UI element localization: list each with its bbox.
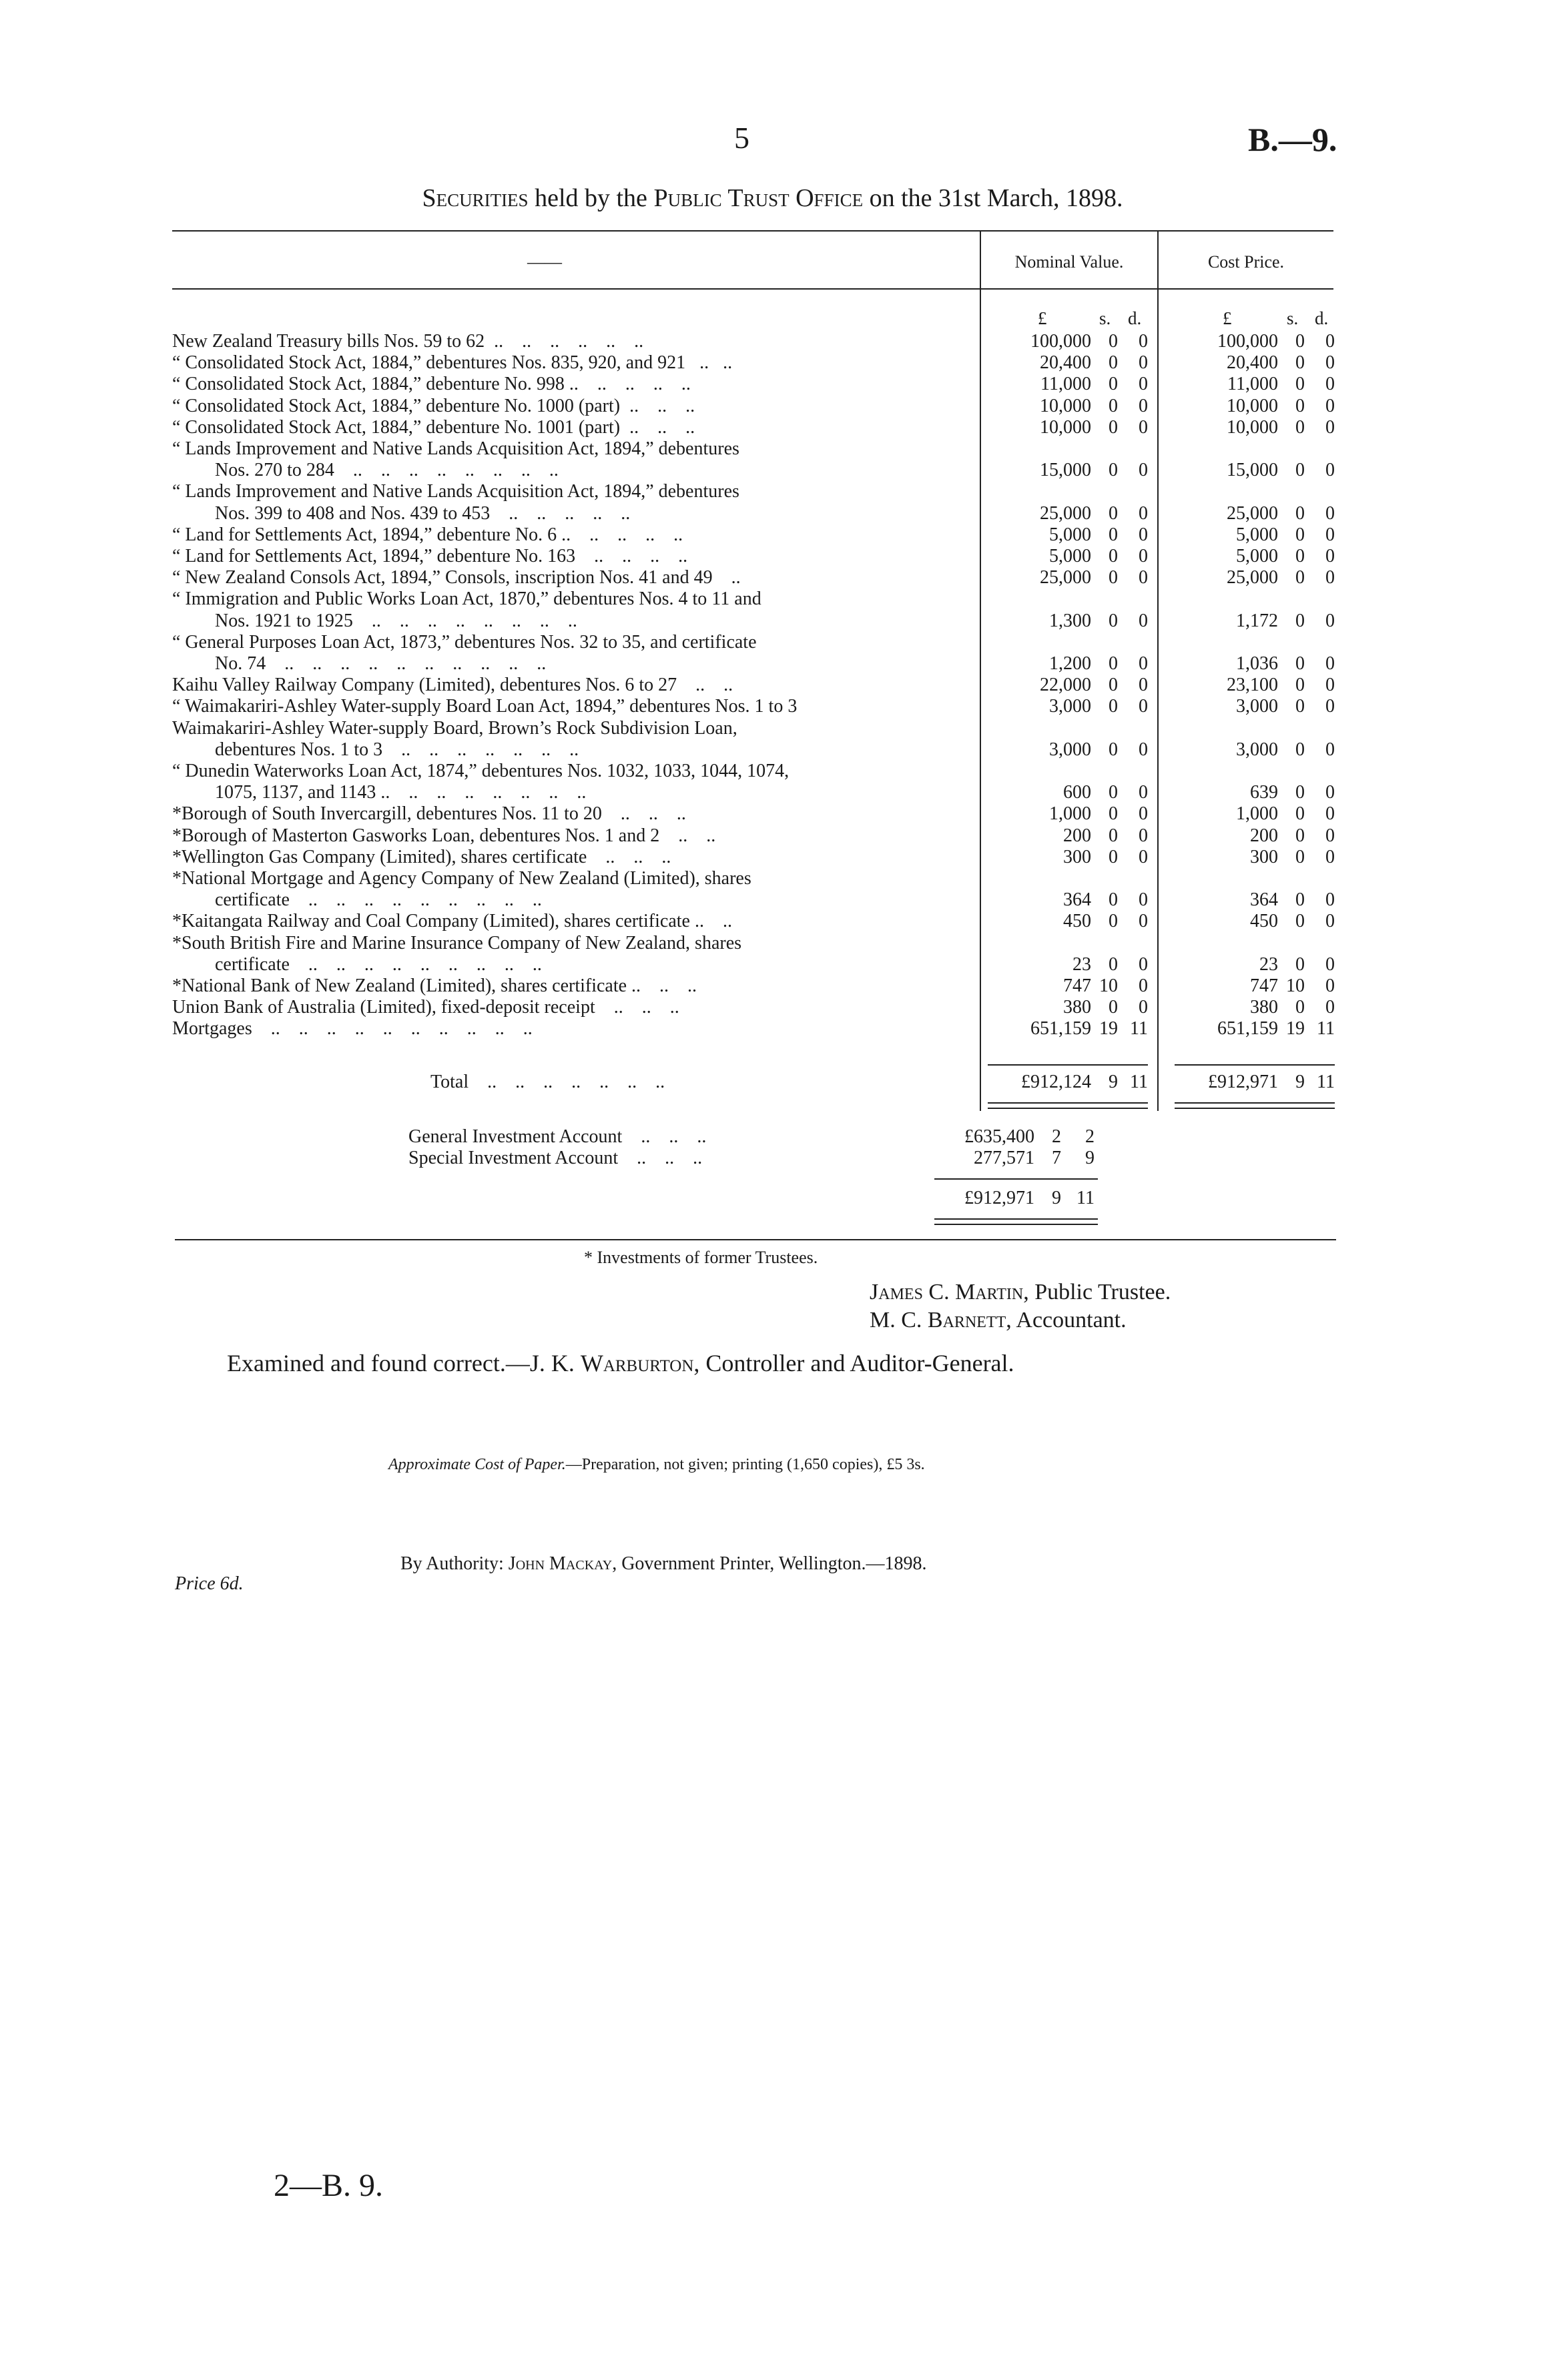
- table-row-description: Kaihu Valley Railway Company (Limited), debentures Nos. 6 to 27 .. ..: [172, 675, 733, 696]
- table-cell-nominal-pence: 0: [1139, 524, 1148, 545]
- table-cell-nominal-pounds: 450: [1063, 911, 1091, 932]
- title-part3: Public Trust Office: [653, 184, 864, 212]
- table-row-description: *Kaitangata Railway and Coal Company (Limited), shares certificate .. ..: [172, 911, 732, 932]
- table-cell-cost-pence: 0: [1325, 739, 1335, 760]
- table-cell-cost-pence: 0: [1325, 696, 1335, 717]
- table-cell-nominal-pounds: 300: [1063, 846, 1091, 867]
- table-cell-nominal-pounds: 22,000: [1040, 675, 1091, 696]
- table-cell-cost-shillings: 0: [1295, 460, 1305, 481]
- table-cell-cost-shillings: 10: [1286, 975, 1305, 996]
- accounts-double-rule-2: [934, 1224, 1098, 1225]
- table-cell-nominal-pounds: 200: [1063, 825, 1091, 846]
- table-cell-nominal-pounds: 380: [1063, 997, 1091, 1018]
- page-title: [0, 183, 1545, 213]
- table-cell-cost-pounds: 450: [1250, 911, 1278, 932]
- unit-d-nominal: d.: [1128, 308, 1142, 328]
- table-row-description: “ Lands Improvement and Native Lands Acquisition Act, 1894,” debentures: [172, 481, 739, 502]
- title-part4: on the 31st March, 1898.: [863, 184, 1123, 212]
- table-row-description: “ Waimakariri-Ashley Water-supply Board Loan Act, 1894,” debentures Nos. 1 to 3: [172, 696, 798, 717]
- table-cell-nominal-pounds: 20,400: [1040, 352, 1091, 374]
- table-row-description: debentures Nos. 1 to 3 .. .. .. .. .. .. ..: [215, 739, 579, 760]
- paper-cost-text: —Preparation, not given; printing (1,650 copies), £5 3s.: [565, 1456, 925, 1473]
- table-cell-cost-pence: 11: [1317, 1018, 1335, 1040]
- table-cell-cost-shillings: 0: [1295, 502, 1305, 524]
- table-cell-nominal-pence: 0: [1139, 331, 1148, 352]
- table-cell-nominal-shillings: 0: [1109, 502, 1118, 524]
- special-investment-label: Special Investment Account .. .. ..: [408, 1148, 703, 1168]
- table-cell-nominal-shillings: 0: [1109, 675, 1118, 696]
- table-cell-cost-shillings: 0: [1295, 889, 1305, 911]
- footer-reference: 2—B. 9.: [274, 2168, 384, 2203]
- table-cell-cost-pence: 0: [1325, 911, 1335, 932]
- table-cell-nominal-shillings: 0: [1109, 460, 1118, 481]
- accounts-double-rule-1: [934, 1218, 1098, 1220]
- table-cell-cost-shillings: 0: [1295, 416, 1305, 438]
- table-cell-nominal-shillings: 0: [1109, 696, 1118, 717]
- printing-authority: [400, 1553, 926, 1575]
- total-label: Total .. .. .. .. .. .. ..: [430, 1072, 665, 1092]
- table-cell-nominal-pence: 0: [1139, 782, 1148, 803]
- table-cell-nominal-pounds: 1,000: [1049, 803, 1091, 825]
- table-cell-nominal-shillings: 0: [1109, 825, 1118, 846]
- table-cell-cost-pence: 0: [1325, 953, 1335, 975]
- accounts-total-s: 9: [1052, 1188, 1061, 1208]
- accounts-rule: [934, 1178, 1098, 1180]
- accounts-total-pounds: £912,971: [964, 1188, 1034, 1208]
- accountant-name: Barnett: [927, 1308, 1006, 1332]
- table-cell-cost-pence: 0: [1325, 460, 1335, 481]
- table-row-description: Nos. 1921 to 1925 .. .. .. .. .. .. .. ..: [215, 610, 577, 631]
- table-row-description: Nos. 270 to 284 .. .. .. .. .. .. .. ..: [215, 460, 559, 481]
- table-cell-nominal-pounds: 651,159: [1030, 1018, 1091, 1040]
- table-cell-nominal-shillings: 0: [1109, 739, 1118, 760]
- table-cell-nominal-shillings: 0: [1109, 352, 1118, 374]
- unit-pound-cost: £: [1223, 308, 1232, 328]
- table-cell-nominal-shillings: 0: [1109, 846, 1118, 867]
- table-cell-nominal-pounds: 5,000: [1049, 546, 1091, 566]
- table-cell-cost-shillings: 0: [1295, 546, 1305, 566]
- table-cell-nominal-pence: 0: [1139, 911, 1148, 932]
- table-cell-cost-pounds: 651,159: [1217, 1018, 1278, 1040]
- table-cell-cost-pence: 0: [1325, 782, 1335, 803]
- table-cell-nominal-pence: 0: [1139, 889, 1148, 911]
- table-row-description: “ Immigration and Public Works Loan Act, 1870,” debentures Nos. 4 to 11 and: [172, 588, 761, 610]
- unit-d-cost: d.: [1315, 308, 1329, 328]
- bottom-rule: [175, 1239, 1336, 1240]
- table-cell-cost-pounds: 10,000: [1227, 416, 1278, 438]
- table-cell-nominal-pence: 0: [1139, 502, 1148, 524]
- total-rule-cost: [1175, 1064, 1335, 1066]
- total-double-rule-cost-2: [1175, 1108, 1335, 1109]
- table-cell-cost-pounds: 3,000: [1236, 696, 1278, 717]
- authority-post: , Government Printer, Wellington.—1898.: [612, 1553, 927, 1574]
- table-row-description: “ Dunedin Waterworks Loan Act, 1874,” debentures Nos. 1032, 1033, 1044, 1074,: [172, 761, 790, 781]
- table-cell-nominal-pence: 0: [1139, 739, 1148, 760]
- table-cell-cost-shillings: 0: [1295, 953, 1305, 975]
- paper-cost-label: Approximate Cost of Paper.: [388, 1456, 566, 1473]
- table-cell-cost-pounds: 23: [1259, 953, 1278, 975]
- table-cell-cost-pounds: 639: [1250, 782, 1278, 803]
- auditor-title: , Controller and Auditor-General.: [693, 1350, 1014, 1376]
- table-cell-cost-pounds: 1,172: [1236, 610, 1278, 631]
- table-cell-cost-pence: 0: [1325, 889, 1335, 911]
- table-cell-cost-pence: 0: [1325, 653, 1335, 674]
- accountant-title: , Accountant.: [1006, 1308, 1127, 1332]
- table-cell-nominal-pounds: 11,000: [1040, 374, 1091, 395]
- table-cell-nominal-pounds: 100,000: [1030, 331, 1091, 352]
- general-investment-d: 2: [1085, 1126, 1095, 1147]
- total-double-rule-cost-1: [1175, 1102, 1335, 1104]
- table-row-description: Waimakariri-Ashley Water-supply Board, Brown’s Rock Subdivision Loan,: [172, 717, 737, 739]
- title-part2: held by the: [528, 184, 654, 212]
- table-row-description: *South British Fire and Marine Insurance Company of New Zealand, shares: [172, 932, 742, 953]
- table-row-description: 1075, 1137, and 1143 .. .. .. .. .. .. .. ..: [215, 782, 587, 803]
- table-cell-nominal-shillings: 0: [1109, 782, 1118, 803]
- table-cell-nominal-pounds: 10,000: [1040, 395, 1091, 416]
- table-cell-cost-shillings: 0: [1295, 610, 1305, 631]
- table-cell-cost-pounds: 15,000: [1227, 460, 1278, 481]
- table-cell-nominal-pounds: 3,000: [1049, 696, 1091, 717]
- table-cell-cost-pounds: 11,000: [1227, 374, 1278, 395]
- title-part1: Securities: [422, 184, 529, 212]
- table-cell-nominal-pounds: 3,000: [1049, 739, 1091, 760]
- table-row-description: “ Lands Improvement and Native Lands Acquisition Act, 1894,” debentures: [172, 438, 739, 459]
- page-number: 5: [734, 121, 749, 155]
- table-cell-cost-shillings: 0: [1295, 395, 1305, 416]
- table-cell-nominal-pence: 0: [1139, 546, 1148, 566]
- table-cell-cost-pounds: 23,100: [1227, 675, 1278, 696]
- table-cell-nominal-pence: 0: [1139, 846, 1148, 867]
- table-cell-cost-shillings: 0: [1295, 653, 1305, 674]
- table-row-description: *National Mortgage and Agency Company of New Zealand (Limited), shares: [172, 868, 751, 889]
- table-cell-nominal-shillings: 0: [1109, 567, 1118, 588]
- table-cell-nominal-pence: 0: [1139, 395, 1148, 416]
- table-row-description: *Borough of Masterton Gasworks Loan, debentures Nos. 1 and 2 .. ..: [172, 825, 716, 846]
- table-cell-cost-shillings: 0: [1295, 846, 1305, 867]
- table-cell-nominal-shillings: 0: [1109, 416, 1118, 438]
- table-cell-cost-shillings: 0: [1295, 352, 1305, 374]
- table-cell-cost-pounds: 1,036: [1236, 653, 1278, 674]
- printer-name: John Mackay: [508, 1553, 613, 1574]
- table-cell-cost-pence: 0: [1325, 416, 1335, 438]
- table-cell-nominal-pounds: 1,300: [1049, 610, 1091, 631]
- table-cell-cost-pounds: 747: [1250, 975, 1278, 996]
- table-cell-nominal-pence: 0: [1139, 803, 1148, 825]
- table-cell-cost-shillings: 0: [1295, 524, 1305, 545]
- table-row-description: “ New Zealand Consols Act, 1894,” Consols, inscription Nos. 41 and 49 ..: [172, 567, 741, 588]
- table-cell-cost-shillings: 0: [1295, 782, 1305, 803]
- paper-cost-note: [388, 1456, 925, 1474]
- table-cell-cost-pounds: 364: [1250, 889, 1278, 911]
- table-row-description: “ Land for Settlements Act, 1894,” debenture No. 6 .. .. .. .. ..: [172, 524, 683, 545]
- general-investment-label: General Investment Account .. .. ..: [408, 1126, 707, 1147]
- total-nominal-d: 11: [1130, 1072, 1148, 1092]
- table-cell-nominal-pence: 0: [1139, 975, 1148, 996]
- unit-s-nominal: s.: [1099, 308, 1111, 328]
- table-cell-cost-shillings: 0: [1295, 911, 1305, 932]
- table-cell-nominal-pounds: 10,000: [1040, 416, 1091, 438]
- table-cell-nominal-pounds: 25,000: [1040, 502, 1091, 524]
- table-cell-cost-pence: 0: [1325, 825, 1335, 846]
- table-top-rule: [172, 230, 1333, 232]
- table-cell-nominal-pence: 0: [1139, 696, 1148, 717]
- authority-pre: By Authority:: [400, 1553, 509, 1574]
- table-row-description: Nos. 399 to 408 and Nos. 439 to 453 .. .. .. .. ..: [215, 502, 631, 524]
- table-cell-nominal-pence: 0: [1139, 460, 1148, 481]
- table-cell-cost-pounds: 20,400: [1227, 352, 1278, 374]
- total-cost-d: 11: [1317, 1072, 1335, 1092]
- table-cell-nominal-pence: 0: [1139, 825, 1148, 846]
- table-divider-2: [1157, 230, 1159, 1111]
- total-double-rule-nominal-1: [988, 1102, 1148, 1104]
- table-cell-cost-pence: 0: [1325, 331, 1335, 352]
- table-cell-nominal-shillings: 0: [1109, 546, 1118, 566]
- table-cell-cost-shillings: 0: [1295, 675, 1305, 696]
- table-cell-nominal-shillings: 0: [1109, 331, 1118, 352]
- unit-pound-nominal: £: [1038, 308, 1047, 328]
- table-row-description: New Zealand Treasury bills Nos. 59 to 62 .. .. .. .. .. ..: [172, 331, 644, 352]
- table-cell-cost-pounds: 200: [1250, 825, 1278, 846]
- table-cell-cost-pence: 0: [1325, 502, 1335, 524]
- footnote: * Investments of former Trustees.: [584, 1248, 818, 1267]
- table-cell-cost-pounds: 25,000: [1227, 567, 1278, 588]
- table-cell-cost-pounds: 3,000: [1236, 739, 1278, 760]
- table-row-description: “ Consolidated Stock Act, 1884,” debenture No. 1001 (part) .. .. ..: [172, 416, 695, 438]
- table-cell-nominal-pounds: 747: [1063, 975, 1091, 996]
- table-cell-nominal-pence: 0: [1139, 416, 1148, 438]
- table-cell-nominal-shillings: 0: [1109, 911, 1118, 932]
- table-cell-nominal-shillings: 0: [1109, 395, 1118, 416]
- table-row-description: Mortgages .. .. .. .. .. .. .. .. .. ..: [172, 1018, 533, 1040]
- table-cell-cost-pence: 0: [1325, 675, 1335, 696]
- table-cell-cost-pence: 0: [1325, 546, 1335, 566]
- table-row-description: Union Bank of Australia (Limited), fixed-deposit receipt .. .. ..: [172, 997, 679, 1018]
- table-cell-cost-pence: 0: [1325, 846, 1335, 867]
- table-cell-nominal-shillings: 0: [1109, 889, 1118, 911]
- total-double-rule-nominal-2: [988, 1108, 1148, 1109]
- cost-price-header: Cost Price.: [1207, 252, 1285, 272]
- general-investment-s: 2: [1052, 1126, 1061, 1147]
- table-cell-cost-pounds: 380: [1250, 997, 1278, 1018]
- accountant-initials: M. C.: [870, 1308, 928, 1332]
- public-trustee-name: James C. Martin: [870, 1280, 1024, 1304]
- table-cell-cost-pence: 0: [1325, 997, 1335, 1018]
- table-cell-nominal-pence: 0: [1139, 653, 1148, 674]
- table-cell-cost-pounds: 300: [1250, 846, 1278, 867]
- total-cost-s: 9: [1295, 1072, 1305, 1092]
- public-trustee-title: , Public Trustee.: [1023, 1280, 1171, 1304]
- nominal-value-header: Nominal Value.: [1014, 252, 1124, 272]
- table-cell-cost-shillings: 0: [1295, 696, 1305, 717]
- table-row-description: No. 74 .. .. .. .. .. .. .. .. .. ..: [215, 653, 547, 674]
- table-cell-nominal-pounds: 600: [1063, 782, 1091, 803]
- special-investment-s: 7: [1052, 1148, 1061, 1168]
- table-cell-nominal-pounds: 25,000: [1040, 567, 1091, 588]
- table-cell-cost-shillings: 0: [1295, 739, 1305, 760]
- total-nominal-s: 9: [1109, 1072, 1118, 1092]
- table-cell-nominal-pounds: 23: [1072, 953, 1091, 975]
- table-cell-cost-shillings: 0: [1295, 567, 1305, 588]
- table-cell-nominal-pence: 0: [1139, 567, 1148, 588]
- table-cell-nominal-shillings: 0: [1109, 610, 1118, 631]
- table-row-description: “ General Purposes Loan Act, 1873,” debentures Nos. 32 to 35, and certificate: [172, 631, 757, 653]
- special-investment-pounds: 277,571: [974, 1148, 1034, 1168]
- table-header-rule: [172, 288, 1333, 290]
- table-cell-nominal-shillings: 0: [1109, 803, 1118, 825]
- table-cell-nominal-shillings: 0: [1109, 653, 1118, 674]
- table-cell-nominal-shillings: 19: [1099, 1018, 1118, 1040]
- general-investment-pounds: £635,400: [964, 1126, 1034, 1147]
- table-cell-nominal-shillings: 0: [1109, 997, 1118, 1018]
- table-cell-nominal-pounds: 1,200: [1049, 653, 1091, 674]
- table-cell-cost-pounds: 5,000: [1236, 524, 1278, 545]
- table-cell-cost-pence: 0: [1325, 610, 1335, 631]
- table-row-description: “ Consolidated Stock Act, 1884,” debenture No. 998 .. .. .. .. ..: [172, 374, 691, 395]
- total-cost-pounds: £912,971: [1208, 1072, 1278, 1092]
- table-cell-cost-pence: 0: [1325, 524, 1335, 545]
- price-label: Price 6d.: [175, 1573, 244, 1594]
- table-cell-nominal-shillings: 0: [1109, 524, 1118, 545]
- document-reference: B.—9.: [1248, 121, 1337, 158]
- table-cell-cost-pence: 0: [1325, 567, 1335, 588]
- table-cell-nominal-pence: 0: [1139, 610, 1148, 631]
- table-cell-nominal-pounds: 364: [1063, 889, 1091, 911]
- table-cell-nominal-pence: 0: [1139, 675, 1148, 696]
- header-dash: ——: [527, 252, 562, 272]
- table-cell-cost-pence: 0: [1325, 975, 1335, 996]
- table-cell-cost-shillings: 0: [1295, 825, 1305, 846]
- table-cell-nominal-shillings: 10: [1099, 975, 1118, 996]
- table-row-description: “ Consolidated Stock Act, 1884,” debentures Nos. 835, 920, and 921 .. ..: [172, 352, 733, 374]
- table-cell-nominal-shillings: 0: [1109, 953, 1118, 975]
- table-cell-nominal-pounds: 5,000: [1049, 524, 1091, 545]
- table-cell-cost-shillings: 19: [1286, 1018, 1305, 1040]
- table-cell-nominal-pounds: 15,000: [1040, 460, 1091, 481]
- table-cell-nominal-shillings: 0: [1109, 374, 1118, 395]
- table-cell-cost-shillings: 0: [1295, 331, 1305, 352]
- signature-accountant: [870, 1308, 1127, 1333]
- table-cell-nominal-pence: 11: [1130, 1018, 1148, 1040]
- table-cell-nominal-pence: 0: [1139, 374, 1148, 395]
- table-row-description: *Borough of South Invercargill, debentures Nos. 11 to 20 .. .. ..: [172, 803, 686, 825]
- table-cell-nominal-pence: 0: [1139, 352, 1148, 374]
- total-rule-nominal: [988, 1064, 1148, 1066]
- table-cell-cost-pence: 0: [1325, 803, 1335, 825]
- examined-text: Examined and found correct.—J. K.: [227, 1350, 581, 1376]
- table-cell-cost-pounds: 5,000: [1236, 546, 1278, 566]
- table-cell-nominal-pence: 0: [1139, 953, 1148, 975]
- table-cell-cost-pounds: 1,000: [1236, 803, 1278, 825]
- auditor-name: Warburton: [580, 1350, 694, 1376]
- accounts-total-d: 11: [1076, 1188, 1095, 1208]
- table-row-description: certificate .. .. .. .. .. .. .. .. ..: [215, 953, 542, 975]
- table-row-description: certificate .. .. .. .. .. .. .. .. ..: [215, 889, 542, 911]
- table-cell-cost-pence: 0: [1325, 352, 1335, 374]
- unit-s-cost: s.: [1287, 308, 1299, 328]
- examined-statement: [227, 1349, 1014, 1377]
- table-cell-cost-shillings: 0: [1295, 803, 1305, 825]
- table-cell-cost-pounds: 25,000: [1227, 502, 1278, 524]
- table-cell-cost-pounds: 100,000: [1217, 331, 1278, 352]
- table-row-description: *National Bank of New Zealand (Limited), shares certificate .. .. ..: [172, 975, 697, 996]
- total-nominal-pounds: £912,124: [1021, 1072, 1091, 1092]
- table-row-description: “ Consolidated Stock Act, 1884,” debenture No. 1000 (part) .. .. ..: [172, 395, 695, 416]
- table-row-description: “ Land for Settlements Act, 1894,” debenture No. 163 .. .. .. ..: [172, 546, 688, 566]
- table-row-description: *Wellington Gas Company (Limited), shares certificate .. .. ..: [172, 846, 671, 867]
- table-cell-cost-pence: 0: [1325, 374, 1335, 395]
- table-cell-cost-pence: 0: [1325, 395, 1335, 416]
- table-cell-cost-pounds: 10,000: [1227, 395, 1278, 416]
- table-cell-cost-shillings: 0: [1295, 997, 1305, 1018]
- signature-public-trustee: [870, 1280, 1171, 1305]
- table-cell-cost-shillings: 0: [1295, 374, 1305, 395]
- table-cell-nominal-pence: 0: [1139, 997, 1148, 1018]
- special-investment-d: 9: [1085, 1148, 1095, 1168]
